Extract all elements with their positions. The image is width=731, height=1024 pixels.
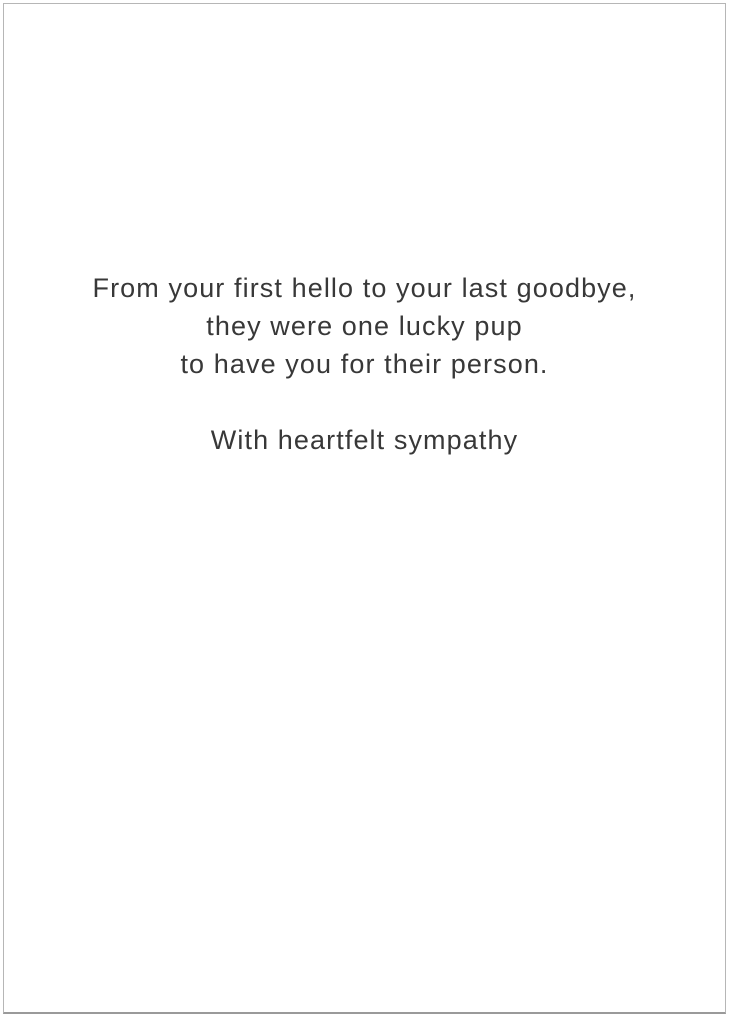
closing-sentiment: With heartfelt sympathy (210, 425, 519, 455)
card-verse (4, 269, 725, 459)
verse-line-1: From your first hello to your last goodbye, (92, 273, 637, 303)
verse-line-3: to have you for their person. (180, 349, 549, 379)
sympathy-card (3, 3, 726, 1014)
verse-line-2: they were one lucky pup (206, 311, 523, 341)
